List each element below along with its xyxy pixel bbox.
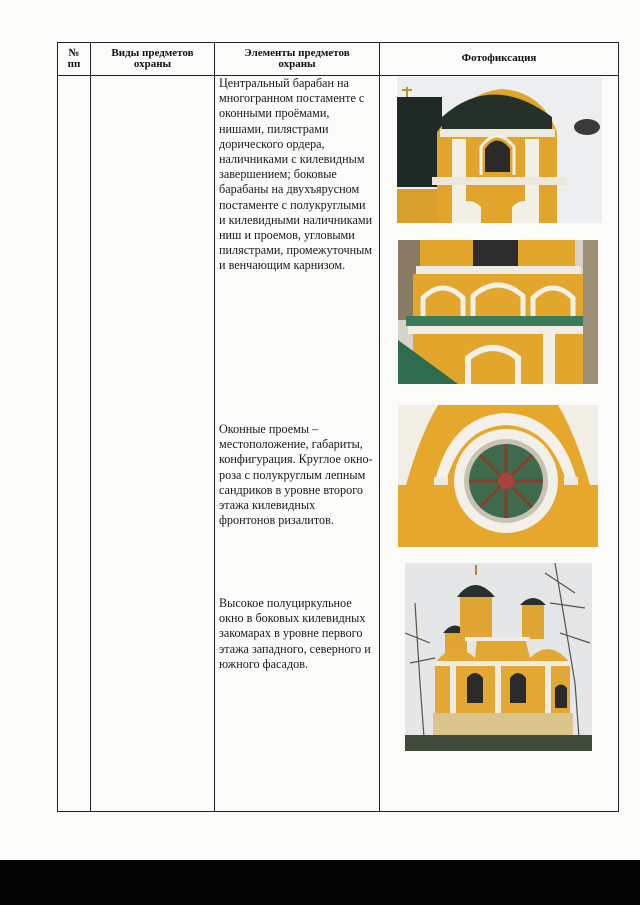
header-number [58,42,90,75]
element-text-drums: Центральный барабан на многогранном постаменте с оконными проёмами, нишами, пилястрами дорического ордера, наличниками с килевидным завершением; боковые барабаны на двухъярусном постаменте с полукруглыми и килевидными наличниками ниш и проемов, угловыми пилястрами, промежуточным и венчающим карнизом. [219,76,373,273]
header-types-line2: охраны [133,57,172,70]
header-elements-line1: Элементы предметов [244,46,350,59]
header-photo [380,42,618,75]
table-border [618,42,619,812]
header-number-line2: пп [67,57,81,70]
table-border [57,811,619,812]
scan-bottom-border [0,860,640,905]
table-border [379,42,380,812]
element-text-arched-window: Высокое полуциркульное окно в боковых килевидных закомарах в уровне первого этажа западного, северного и южного фасадов. [219,596,371,671]
table-border [214,42,215,812]
header-protection-types [91,42,214,75]
header-elements-line2: охраны [278,57,316,70]
table-border [90,42,91,812]
element-text-rose-window: Оконные проемы – местоположение, габариты, конфигурация. Круглое окно-роза с полукруглым лепным сандриков в уровне второго этажа килевидных фронтонов ризалитов. [219,422,373,528]
header-types-line1: Виды предметов [111,46,194,59]
photo-church-facade [405,563,592,751]
table-border [57,42,58,812]
photo-tier-detail [398,240,598,384]
header-photo-label: Фотофиксация [461,52,537,64]
photo-rose-window [398,405,598,547]
header-protection-elements [215,42,379,75]
header-number-line1: № [68,46,80,59]
photo-central-drum [397,77,602,223]
